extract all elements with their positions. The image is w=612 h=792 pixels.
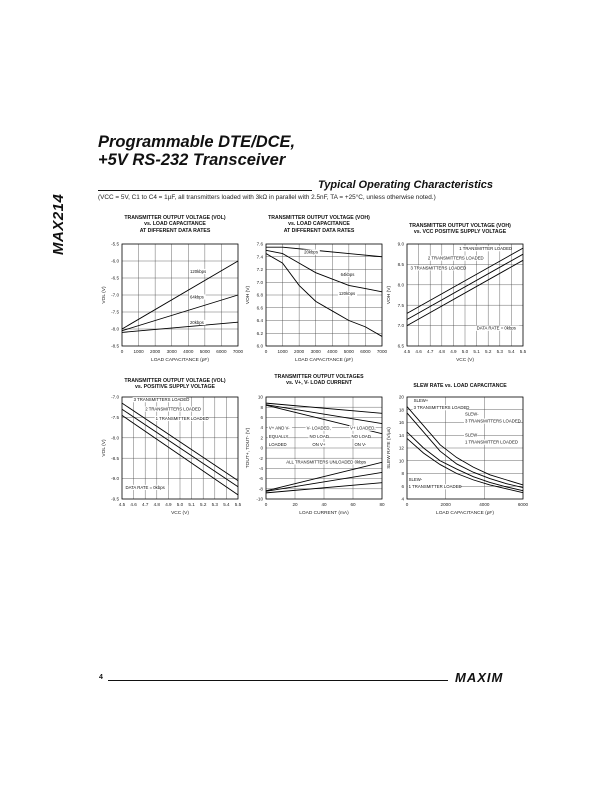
x-tick-label: 5.4 <box>223 502 230 507</box>
side-part-label: MAX214 <box>50 193 67 255</box>
x-axis-label: VCC (V) <box>456 358 474 363</box>
chart-1-title-line: AT DIFFERENT DATA RATES <box>139 227 211 234</box>
y-tick-label: 12 <box>398 445 404 451</box>
chart-2-title-line: AT DIFFERENT DATA RATES <box>283 227 355 234</box>
annotation-label: 64kbps <box>189 294 204 300</box>
x-tick-label: 4000 <box>327 349 338 354</box>
y-axis-label: VOL (V) <box>102 439 107 457</box>
y-tick-label: 6.4 <box>256 318 263 324</box>
y-tick-label: 6 <box>260 415 263 420</box>
x-tick-label: 6000 <box>517 502 529 507</box>
annotation-label: SLEW+ <box>413 398 429 404</box>
x-tick-label: 5000 <box>343 349 354 354</box>
chart-6 <box>385 393 535 523</box>
annotation-label: 2 TRANSMITTERS LOADED <box>427 255 484 261</box>
annotation-label: 120kbps <box>189 268 207 274</box>
x-tick-label: 0 <box>120 349 124 354</box>
x-tick-label: 4.7 <box>427 349 434 354</box>
y-tick-label: -2 <box>258 455 263 461</box>
y-tick-label: 10 <box>257 394 263 400</box>
x-tick-label: 5000 <box>199 349 210 354</box>
x-tick-label: 1000 <box>277 349 288 354</box>
chart-5-title <box>244 374 394 387</box>
x-tick-label: 4000 <box>479 502 490 507</box>
series-line-1 <box>266 247 382 257</box>
x-tick-label: 5.3 <box>496 349 503 354</box>
annotation-label: 2 TRANSMITTERS LOADED <box>145 406 201 412</box>
y-tick-label: -8.0 <box>111 435 119 441</box>
y-tick-label: 7.5 <box>397 302 404 308</box>
x-tick-label: 6000 <box>216 349 227 354</box>
x-tick-label: 4000 <box>183 349 194 354</box>
x-tick-label: 3000 <box>166 349 177 354</box>
x-tick-label: 2000 <box>150 349 161 354</box>
series-line-3 <box>122 319 238 332</box>
y-tick-label: 6.8 <box>256 292 263 298</box>
x-tick-label: 4.9 <box>450 349 457 354</box>
chart-3-title-line: TRANSMITTER OUTPUT VOLTAGE (VOH) <box>409 223 511 229</box>
y-tick-label: 4 <box>401 496 404 502</box>
x-axis-label: LOAD CAPACITANCE (pF) <box>436 511 494 516</box>
x-tick-label: 40 <box>321 502 327 507</box>
x-tick-label: 2000 <box>440 502 451 507</box>
y-axis-label: SLEW RATE (V/µs) <box>387 427 392 469</box>
chart-1-title-line: vs. LOAD CAPACITANCE <box>144 221 206 228</box>
x-tick-label: 4.9 <box>165 502 172 507</box>
section-heading: Typical Operating Characteristics <box>318 179 494 191</box>
page-title-line-2: +5V RS-232 Transceiver <box>98 151 286 169</box>
x-tick-label: 5.1 <box>473 349 480 354</box>
x-tick-label: 1000 <box>133 349 144 354</box>
annotation-label: 3 TRANSMITTERS LOADED <box>410 265 467 271</box>
annotation-label: 64kbps <box>340 271 355 277</box>
x-tick-label: 4.5 <box>118 502 126 507</box>
annotation-label: LOADED <box>268 441 287 447</box>
chart-5-title-line: TRANSMITTER OUTPUT VOLTAGES <box>274 374 364 380</box>
annotation-label: DATA RATE = 0kbps <box>476 325 516 331</box>
x-tick-label: 20 <box>292 502 298 507</box>
annotation-label: ON V- <box>354 441 367 447</box>
x-axis-label: VCC (V) <box>171 511 189 516</box>
y-tick-label: 7.6 <box>256 241 263 247</box>
x-tick-label: 80 <box>379 502 385 507</box>
y-axis-label: TOUT+, TOUT- (V) <box>246 427 251 469</box>
x-tick-label: 5.2 <box>200 502 207 507</box>
footer-rule <box>108 680 448 681</box>
y-axis-label: VOH (V) <box>246 285 251 305</box>
y-tick-label: -8.0 <box>111 326 119 332</box>
y-axis-label: VOH (V) <box>387 285 392 305</box>
chart-5 <box>244 393 394 523</box>
y-tick-label: -9.5 <box>111 496 119 502</box>
chart-3-title <box>385 223 535 236</box>
chart-1 <box>100 240 250 370</box>
y-tick-label: 8 <box>401 471 404 477</box>
y-tick-label: -7.0 <box>111 394 119 400</box>
chart-4-title-line: vs. POSITIVE SUPPLY VOLTAGE <box>135 384 215 391</box>
page-title-line-1: Programmable DTE/DCE, <box>98 133 296 151</box>
test-conditions: (VCC = 5V, C1 to C4 = 1µF, all transmitters loaded with 3kΩ in parallel with 2.5nF, TA = +25°C, unless otherwise noted.) <box>98 194 436 201</box>
chart-1-title-line: TRANSMITTER OUTPUT VOLTAGE (VOL) <box>124 215 226 221</box>
x-tick-label: 0 <box>264 349 268 354</box>
y-tick-label: 9.0 <box>397 241 404 247</box>
annotation-label: SLEW- <box>465 411 479 417</box>
annotation-label: 1 TRANSMITTER LOADED <box>465 439 518 445</box>
y-tick-label: 10 <box>398 458 404 464</box>
y-tick-label: -8 <box>258 486 263 492</box>
chart-6-title-line: SLEW RATE vs. LOAD CAPACITANCE <box>413 383 507 389</box>
chart-5-title-line: vs. V+, V- LOAD CURRENT <box>286 380 352 387</box>
annotation-label: ALL TRANSMITTERS UNLOADED 0kbps <box>286 459 367 465</box>
chart-3 <box>385 240 535 370</box>
chart-2 <box>244 240 394 370</box>
x-tick-label: 5.3 <box>211 502 218 507</box>
y-tick-label: 18 <box>398 407 404 413</box>
y-tick-label: 6.6 <box>256 305 263 311</box>
y-tick-label: 0 <box>260 445 263 451</box>
chart-3-title-line: vs. VCC POSITIVE SUPPLY VOLTAGE <box>413 229 507 236</box>
annotation-label: 3 TRANSMITTERS LOADED <box>465 418 521 424</box>
annotation-label: 1 TRANSMITTER LOADED <box>408 484 462 490</box>
y-tick-label: -7.5 <box>111 309 119 315</box>
y-tick-label: -6.5 <box>111 275 119 281</box>
chart-2-title-line: vs. LOAD CAPACITANCE <box>288 221 350 228</box>
y-tick-label: -5.5 <box>111 241 119 247</box>
y-tick-label: 20 <box>398 394 404 400</box>
y-tick-label: 7.4 <box>256 254 263 260</box>
y-tick-label: -7.5 <box>111 415 119 420</box>
annotation-label: V+ AND V- <box>268 425 290 431</box>
chart-2-title-line: TRANSMITTER OUTPUT VOLTAGE (VOH) <box>268 215 370 221</box>
x-tick-label: 5.5 <box>234 502 242 507</box>
x-tick-label: 7000 <box>232 349 244 354</box>
y-tick-label: -8.5 <box>111 455 119 461</box>
annotation-label: 20kbps <box>189 319 204 325</box>
x-tick-label: 4.6 <box>415 349 422 354</box>
chart-4-title <box>100 378 250 391</box>
x-axis-label: LOAD CAPACITANCE (pF) <box>151 358 209 363</box>
chart-6-title <box>385 383 535 389</box>
x-tick-label: 5.2 <box>485 349 492 354</box>
y-tick-label: -8.5 <box>111 343 119 349</box>
x-tick-label: 3000 <box>310 349 321 354</box>
annotation-label: DATA RATE = 0kbps <box>125 484 165 490</box>
x-tick-label: 6000 <box>360 349 371 354</box>
y-axis-label: VOL (V) <box>102 286 107 304</box>
y-tick-label: -10 <box>256 496 263 502</box>
page-title <box>98 133 295 169</box>
y-tick-label: 8.5 <box>397 262 404 267</box>
x-axis-label: LOAD CAPACITANCE (pF) <box>295 358 353 363</box>
x-axis-label: LOAD CURRENT (mA) <box>299 511 349 516</box>
x-tick-label: 4.8 <box>153 502 160 507</box>
y-tick-label: 2 <box>260 435 263 441</box>
chart-4-title-line: TRANSMITTER OUTPUT VOLTAGE (VOL) <box>124 378 226 384</box>
page-number: 4 <box>99 674 103 681</box>
chart-2-title <box>244 215 394 234</box>
x-tick-label: 5.0 <box>461 349 469 354</box>
x-tick-label: 4.6 <box>130 502 137 507</box>
x-tick-label: 5.1 <box>188 502 195 507</box>
x-tick-label: 2000 <box>294 349 305 354</box>
x-tick-label: 4.7 <box>142 502 149 507</box>
y-tick-label: 7.0 <box>397 323 404 329</box>
y-tick-label: 4 <box>260 425 263 431</box>
y-tick-label: 7.0 <box>256 279 263 285</box>
annotation-label: NO LOAD <box>309 433 329 439</box>
annotation-label: EQUALLY <box>268 433 289 439</box>
y-tick-label: -6 <box>258 476 263 482</box>
y-tick-label: 8 <box>260 404 263 410</box>
y-tick-label: -7.0 <box>111 292 119 298</box>
x-tick-label: 5.5 <box>519 349 527 354</box>
x-tick-label: 0 <box>405 502 409 507</box>
y-tick-label: 6.5 <box>397 343 404 349</box>
annotation-label: V+ LOADED, <box>350 425 376 431</box>
series-line-2 <box>122 295 238 331</box>
y-tick-label: -6.0 <box>111 258 119 264</box>
y-tick-label: 6.0 <box>256 343 263 349</box>
header-rule <box>98 190 312 191</box>
chart-4 <box>100 393 250 523</box>
x-tick-label: 5.4 <box>508 349 515 354</box>
y-tick-label: 14 <box>398 432 404 438</box>
y-tick-label: 6.2 <box>256 330 263 336</box>
x-tick-label: 4.5 <box>403 349 411 354</box>
y-tick-label: -9.0 <box>111 476 119 482</box>
annotation-label: 1 TRANSMITTER LOADED <box>459 246 513 252</box>
y-tick-label: 16 <box>398 420 404 426</box>
annotation-label: 20kbps <box>304 249 318 255</box>
x-tick-label: 60 <box>350 502 356 507</box>
annotation-label: 3 TRANSMITTERS LOADED <box>133 397 190 403</box>
y-tick-label: 6 <box>401 483 404 489</box>
annotation-label: V- LOADED, <box>306 425 331 431</box>
annotation-label: NO LOAD <box>351 433 371 439</box>
annotation-label: SLEW- <box>465 432 479 438</box>
annotation-label: 3 TRANSMITTERS LOADED <box>413 405 470 411</box>
annotation-label: 1 TRANSMITTER LOADED <box>155 415 209 421</box>
y-tick-label: 8.0 <box>397 282 404 288</box>
x-tick-label: 4.8 <box>438 349 445 354</box>
annotation-label: ON V+ <box>312 441 326 447</box>
annotation-label: 120kbps <box>338 291 356 296</box>
y-tick-label: 7.2 <box>256 267 263 273</box>
x-tick-label: 7000 <box>376 349 388 354</box>
chart-1-title <box>100 215 250 234</box>
x-tick-label: 0 <box>264 502 268 507</box>
annotation-label: SLEW- <box>408 477 423 483</box>
x-tick-label: 5.0 <box>176 502 184 507</box>
y-tick-label: -4 <box>258 466 263 471</box>
maxim-logo: MAXIM <box>455 670 504 685</box>
